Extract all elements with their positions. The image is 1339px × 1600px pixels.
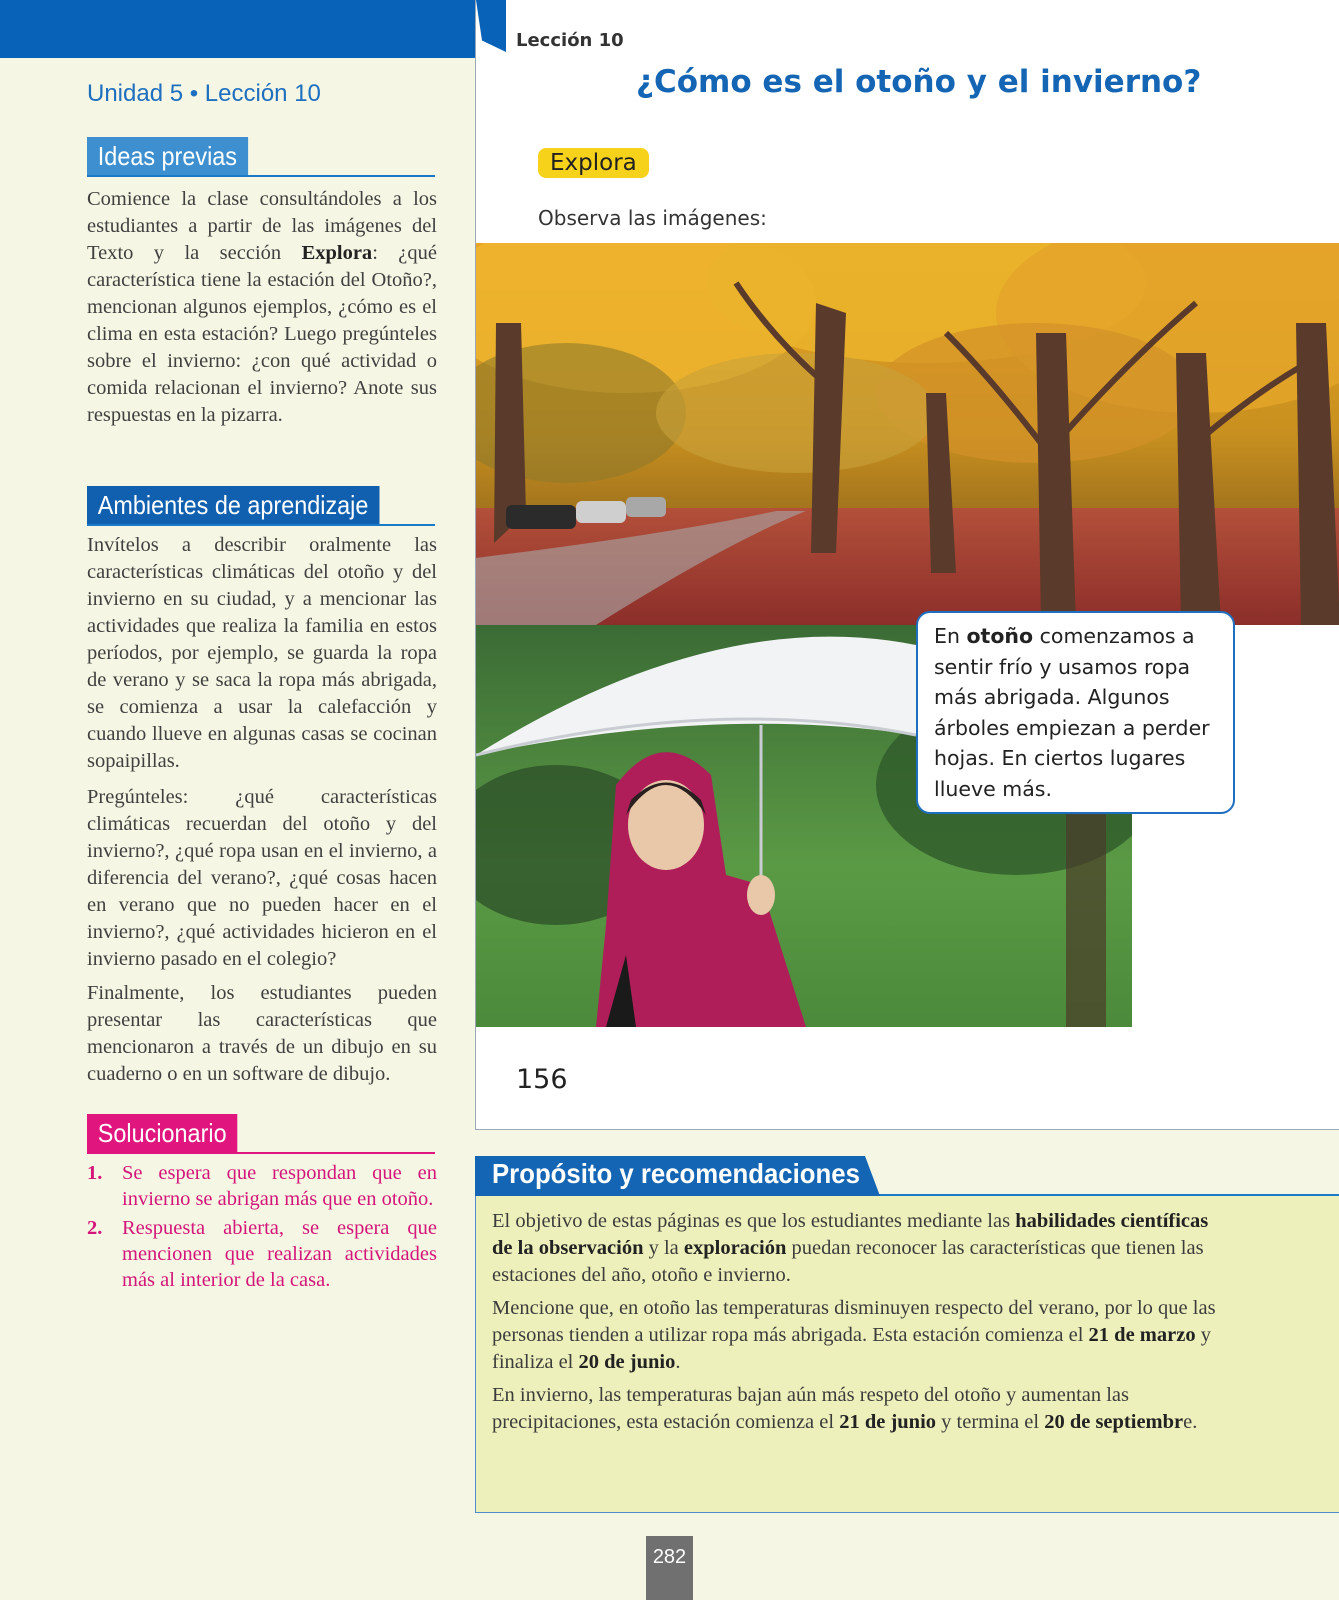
observa-instruction: Observa las imágenes: — [538, 206, 767, 230]
ideas-previas-label: Ideas previas — [87, 137, 248, 175]
ambientes-heading — [87, 486, 435, 526]
ideas-previas-text: Comience la clase consultándoles a los estudiantes a partir de las imágenes del Texto y la sección Explora: ¿qué característica tiene la estación del Otoño?, mencionan algunos ejemplos, ¿cómo es el clima en esta estación? Luego pregúnteles sobre el invierno: ¿con qué actividad o comida relacionan el invierno? Anote sus respuestas en la pizarra. — [87, 188, 437, 426]
solucionario-label: Solucionario — [87, 1114, 237, 1152]
textbook-page-number: 156 — [516, 1064, 568, 1095]
proposito-paragraph-3: En invierno, las temperaturas bajan aún más respeto del otoño y aumentan las precipitaciones, esta estación comienza el 21 de junio y termina el 20 de septiembre. — [492, 1384, 1198, 1433]
page-title: ¿Cómo es el otoño y el invierno? — [636, 64, 1202, 100]
top-color-bar — [0, 0, 475, 58]
ideas-previas-heading — [87, 137, 435, 177]
autumn-speech-bubble: En otoño comenzamos a sentir frío y usamos ropa más abrigada. Algunos árboles empiezan a perder hojas. En ciertos lugares llueve más. — [916, 611, 1235, 814]
ambientes-paragraph-1: Invítelos a describir oralmente las características climáticas del otoño y del invierno en su ciudad, y a mencionar las actividades que realiza la familia en estos períodos, por ejemplo, se guarda la ropa de verano y se saca la ropa más abrigada, se comienza a usar la calefacción y cuando llueve en algunas casas se cocinan sopaipillas. — [87, 534, 437, 772]
explora-badge: Explora — [538, 148, 649, 178]
proposito-paragraph-2: Mencione que, en otoño las temperaturas disminuyen respecto del verano, por lo que las personas tienden a utilizar ropa más abrigada. Esta estación comienza el 21 de marzo y finaliza el 20 de junio. — [492, 1297, 1216, 1373]
solucionario-item: 1. Se espera que respondan que en invierno se abrigan más que en otoño. — [87, 1162, 437, 1210]
solucionario-list — [87, 1160, 437, 1296]
proposito-heading — [475, 1156, 880, 1196]
unit-title: Unidad 5 • Lección 10 — [87, 80, 321, 107]
proposito-paragraph-1: El objetivo de estas páginas es que los estudiantes mediante las habilidades científicas de la observación y la exploración puedan reconocer las características que tienen las estaciones del año, otoño e invierno. — [492, 1210, 1209, 1286]
autumn-trees-photo — [476, 243, 1339, 625]
guide-page-number: 282 — [646, 1536, 693, 1600]
ambientes-paragraph-2: Pregúnteles: ¿qué características climáticas recuerdan del otoño y del invierno?, ¿qué ropa usan en el invierno, a diferencia del verano?, ¿qué cosas hacen en verano que no pueden hacer en el invierno?, ¿qué actividades hicieron en el invierno pasado en el colegio? — [87, 786, 437, 970]
lesson-label: Lección 10 — [516, 30, 624, 51]
textbook-page — [475, 0, 1339, 1130]
ambientes-label: Ambientes de aprendizaje — [87, 486, 379, 524]
ambientes-paragraph-3: Finalmente, los estudiantes pueden presentar las características que mencionaron a través de un dibujo en su cuaderno o en un software de dibujo. — [87, 982, 437, 1085]
page-corner-tab — [476, 0, 506, 52]
solucionario-item: 2. Respuesta abierta, se espera que mencionen que realizan actividades más al interior de la casa. — [87, 1217, 437, 1291]
proposito-label: Propósito y recomendaciones — [492, 1158, 860, 1189]
solucionario-heading — [87, 1114, 435, 1154]
